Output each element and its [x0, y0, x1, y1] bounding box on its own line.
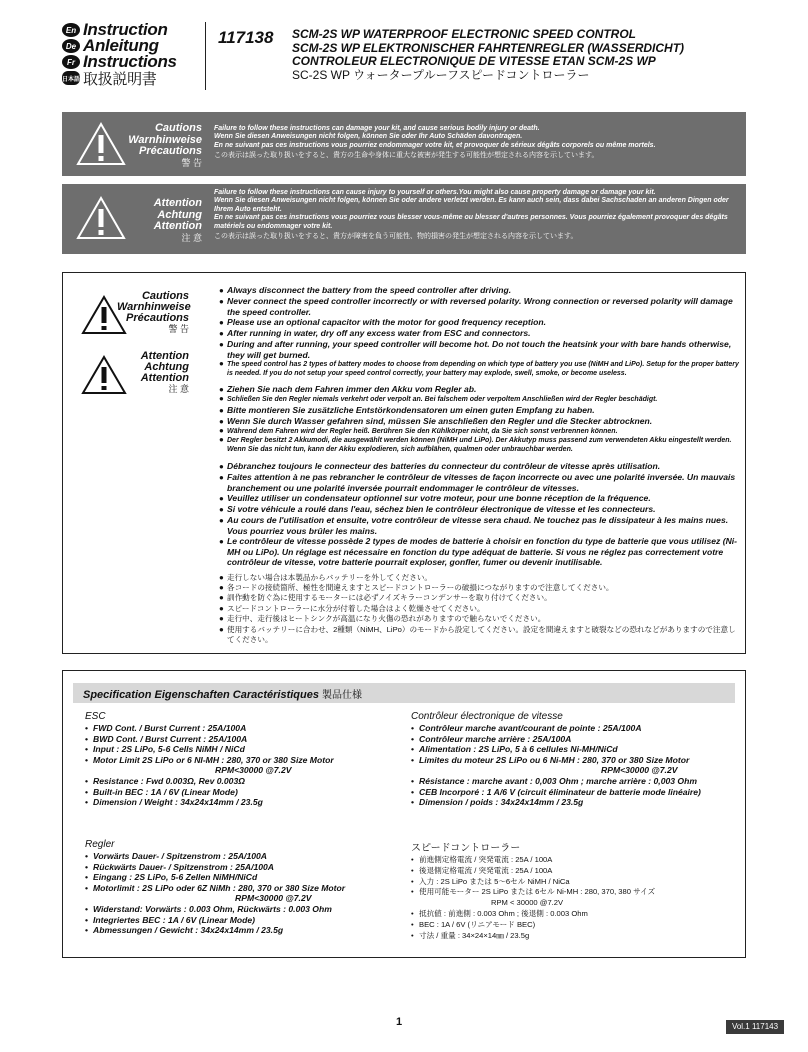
- cau-label-de: Warnhinweise: [117, 301, 191, 313]
- attention-line-de: Wenn Sie diesen Anweisungen nicht folgen, können Sie oder andere verletzt werden. Es kann auch sein, dass dabei Sachschaden an anderen Dingen oder Ihrem Auto entsteht.: [214, 197, 729, 213]
- bullets-fr: [219, 461, 739, 567]
- warning-bar-cautions: [62, 112, 746, 176]
- bullet-jp: ● 各コードの接続箇所、極性を間違えますとスピードコントローラーの破損につながりますので注意してください。: [219, 583, 739, 593]
- attention-block: [81, 351, 201, 411]
- spec-line: • CEB Incorporé : 1 A/6 V (circuit éliminateur de batterie mode linéaire): [411, 787, 737, 798]
- title-de: SCM-2S WP ELEKTRONISCHER FAHRTENREGLER (WASSERDICHT): [292, 40, 685, 55]
- bullet-jp: ● 使用するバッテリーに合わせ、2種類（NiMH、LiPo）のモードから設定してください。設定を間違えますと破裂などの恐れなどがありますので注意してください。: [219, 625, 739, 646]
- bullet-en-battery-mode: ● The speed control has 2 types of battery modes to choose from depending on which type of battery you use (NiMH and LiPo). Setup for the proper battery is needed. If you do not setup your speed control correctly, your battery may explode, swell, smoke, or become useless.: [219, 360, 739, 378]
- cau-label-fr: Précautions: [126, 312, 189, 324]
- bullet-de: ● Bitte montieren Sie zusätzliche Entstörkondensatoren um einen guten Empfang zu haben.: [219, 405, 739, 416]
- spec-de-title: Regler: [85, 839, 115, 850]
- att-label-fr: Attention: [140, 372, 189, 384]
- spec-line-cont: RPM<30000 @7.2V: [235, 893, 312, 904]
- spec-jp-title: スピードコントローラー: [411, 843, 521, 854]
- attention-text: [214, 189, 739, 241]
- label-precautions: Précautions: [139, 145, 202, 157]
- bullet-de: ● Ziehen Sie nach dem Fahren immer den Akku vom Regler ab.: [219, 384, 739, 395]
- spec-line-cont: RPM < 30000 @7.2V: [491, 898, 564, 908]
- warning-line-de: Wenn Sie diesen Anweisungen nicht folgen, können Sie oder Ihr Auto Schäden davontragen.: [214, 133, 523, 141]
- spec-line: • 後退側定格電流 / 突発電流 : 25A / 100A: [411, 866, 731, 877]
- attention-box-labels: [117, 351, 189, 395]
- bullet-de-battery-mode: ● Der Regler besitzt 2 Akkumodi, die ausgewählt werden können (NiMH und LiPo). Der Akkutyp muss passend zum verwendeten Akku eingestellt werden. Wenn Sie das nicht tun, kann der Akku explodieren, sich aufblähen, qualmen oder unbrauchbar werden.: [219, 436, 739, 454]
- bullet-de: ● Während dem Fahren wird der Regler heiß. Berühren Sie den Kühlkörper nicht, da Sie sich sonst verbrennen können.: [219, 427, 739, 437]
- bullets-de: [219, 384, 739, 454]
- specification-box: [62, 670, 746, 958]
- warning-bar-attention: [62, 184, 746, 254]
- title-en: SCM-2S WP WATERPROOF ELECTRONIC SPEED CONTROL: [292, 27, 637, 41]
- spec-line: • Rückwärts Dauer- / Spitzenstrom : 25A/100A: [85, 862, 405, 873]
- warning-labels: [62, 123, 202, 169]
- caution-icons: [81, 291, 201, 411]
- attention-line-jp: この表示は誤った取り扱いをすると、貴方が障害を負う可能性、物的損害の発生が想定される内容を示しています。: [214, 233, 578, 241]
- spec-line-cont: RPM<30000 @7.2V: [601, 765, 678, 776]
- spec-line: • BEC : 1A / 6V (リニアモード BEC): [411, 920, 731, 931]
- bullet-fr: ● Débranchez toujours le connecteur des batteries du connecteur du contrôleur de vitesse après utilisation.: [219, 461, 739, 472]
- header-divider: [205, 22, 206, 90]
- spec-esc-title: ESC: [85, 711, 106, 722]
- att-label-jp: 注 意: [168, 384, 189, 394]
- spec-line: • Motor Limit 2S LiPo or 6 NI-MH : 280, 370 or 380 Size Motor: [85, 755, 405, 766]
- spec-jp: [411, 839, 731, 941]
- title-fr: CONTROLEUR ELECTRONIQUE DE VITESSE ETAN SCM-2S WP: [292, 54, 656, 68]
- spec-heading-text: Specification Eigenschaften Caractéristiques: [83, 689, 319, 701]
- lang-badge-jp: 日本語: [62, 71, 80, 85]
- spec-line: • FWD Cont. / Burst Current : 25A/100A: [85, 723, 405, 734]
- spec-line: • 寸法 / 重量 : 34×24×14㎜ / 23.5g: [411, 931, 731, 942]
- spec-line: • 使用可能モーター 2S LiPo または 6セル Ni-MH : 280, 370, 380 サイズ: [411, 887, 731, 898]
- spec-line: • Vorwärts Dauer- / Spitzenstrom : 25A/100A: [85, 851, 405, 862]
- spec-line: • Input : 2S LiPo, 5-6 Cells NiMH / NiCd: [85, 744, 405, 755]
- lang-row-jp: [62, 70, 177, 86]
- bullet-jp: ● 訓作動を防ぐ為に使用するモーターには必ずノイズキラーコンデンサーを取り付けてください。: [219, 593, 739, 603]
- label-chui: 注 意: [181, 232, 202, 243]
- spec-line: • Dimension / poids : 34x24x14mm / 23.5g: [411, 797, 737, 808]
- cau-label-jp: 警 告: [168, 324, 189, 334]
- spec-line: • 前進側定格電流 / 突発電流 : 25A / 100A: [411, 855, 731, 866]
- caution-labels: [117, 291, 189, 335]
- model-number: 117138: [218, 28, 274, 47]
- spec-fr-title: Contrôleur électronique de vitesse: [411, 711, 563, 722]
- att-label-de: Achtung: [144, 361, 189, 373]
- language-titles: [62, 22, 177, 86]
- spec-line: • Motorlimit : 2S LiPo oder 6Z NiMh : 280, 370 or 380 Size Motor: [85, 883, 405, 894]
- bullet-fr: ● Si votre véhicule a roulé dans l'eau, séchez bien le contrôleur électronique de vitesse et les connecteurs.: [219, 504, 739, 515]
- lang-badge-de: De: [62, 39, 80, 53]
- label-keikoku: 警 告: [181, 157, 202, 168]
- spec-line: • Eingang : 2S LiPo, 5-6 Zellen NiMH/NiCd: [85, 872, 405, 883]
- spec-line: • 入力 : 2S LiPo または 5～6セル NiMH / NiCa: [411, 877, 731, 888]
- label-warnhinweise: Warnhinweise: [128, 133, 202, 146]
- bullet-jp: ● 走行しない場合は本製品からバッテリーを外してください。: [219, 573, 739, 583]
- attention-line-fr: En ne suivant pas ces instructions vous pourriez vous blesser vous-même ou blesser d'autres personnes. Vous pourriez également provoquer des dégâts matériels ou endommager votre kit.: [214, 214, 728, 230]
- bullets-en: [219, 285, 739, 378]
- bullet-jp: ● 走行中、走行後はヒートシンクが高温になり火傷の恐れがありますので触らないでください。: [219, 614, 739, 624]
- cau-label-en: Cautions: [141, 290, 189, 302]
- warning-line-en: Failure to follow these instructions can damage your kit, and cause serious bodily injury or death.: [214, 125, 540, 132]
- lang-title-de: Anleitung: [83, 36, 159, 55]
- spec-de: [85, 839, 405, 936]
- spec-line: • BWD Cont. / Burst Current : 25A/100A: [85, 734, 405, 745]
- spec-line: • Abmessungen / Gewicht : 34x24x14mm / 23.5g: [85, 925, 405, 936]
- bullet-de: ● Wenn Sie durch Wasser gefahren sind, müssen Sie anschließen den Regler und die Stecker abtrocknen.: [219, 416, 739, 427]
- bullet-fr: ● Faites attention à ne pas rebrancher le contrôleur de vitesses de façon incorrecte ou avec une polarité inversée. Un mauvais branchement ou une polarité inversée pourrait endommager le contrôleur de vitesses.: [219, 472, 739, 493]
- spec-line: • Built-in BEC : 1A / 6V (Linear Mode): [85, 787, 405, 798]
- label-cautions: Cautions: [154, 122, 202, 134]
- caution-block: [81, 291, 201, 351]
- spec-line: • Widerstand: Vorwärts : 0.003 Ohm, Rückwärts : 0.003 Ohm: [85, 904, 405, 915]
- warning-text: [214, 125, 739, 161]
- lang-title-en: Instruction: [83, 20, 168, 39]
- bullet-jp: ● スピードコントローラーに水分が付着した場合はよく乾燥させてください。: [219, 604, 739, 614]
- page-number: 1: [396, 1016, 403, 1028]
- product-titles: [292, 28, 684, 82]
- bullet-en: ● During and after running, your speed controller will become hot. Do not touch the heatsink your with bare hands otherwise, they will get burned.: [219, 339, 739, 360]
- spec-line: • 抵抗値 : 前進側 : 0.003 Ohm ; 後退側 : 0.003 Ohm: [411, 909, 731, 920]
- spec-fr: [411, 711, 737, 808]
- spec-line: • Contrôleur marche arrière : 25A/100A: [411, 734, 737, 745]
- spec-line: • Alimentation : 2S LiPo, 5 à 6 cellules Ni-MH/NiCd: [411, 744, 737, 755]
- lang-title-jp: 取扱説明書: [83, 70, 157, 88]
- lang-badge-fr: Fr: [62, 55, 80, 69]
- version-badge: Vol.1 117143: [726, 1020, 784, 1034]
- attention-line-en: Failure to follow these instructions can cause injury to yourself or others.You might also cause property damage or damage your kit.: [214, 189, 656, 196]
- bullet-fr: ● Au cours de l'utilisation et ensuite, votre contrôleur de vitesse sera chaud. Ne touchez pas le dissipateur à les mains nues. Vous pourriez vous brûler les mains.: [219, 515, 739, 536]
- spec-heading-jp: 製品仕様: [322, 690, 363, 701]
- label-attention-fr: Attention: [153, 220, 202, 232]
- warning-line-fr: En ne suivant pas ces instructions vous pourriez endommager votre kit, et provoquer de sérieux dégâts corporels ou même mortels.: [214, 141, 656, 149]
- label-achtung: Achtung: [157, 208, 202, 221]
- lang-badge-en: En: [62, 23, 80, 37]
- bullets-jp: [219, 573, 739, 646]
- bullet-en: ● Please use an optional capacitor with the motor for good frequency reception.: [219, 317, 739, 328]
- spec-line: • Contrôleur marche avant/courant de pointe : 25A/100A: [411, 723, 737, 734]
- spec-line-cont: RPM<30000 @7.2V: [215, 765, 292, 776]
- title-jp: SC-2S WP ウォータープルーフスピードコントローラー: [292, 67, 590, 82]
- bullet-en: ● After running in water, dry off any excess water from ESC and connectors.: [219, 328, 739, 339]
- bullet-fr: ● Veuillez utiliser un condensateur optionnel sur votre moteur, pour une bonne réception de la fréquence.: [219, 493, 739, 504]
- warning-line-jp: この表示は誤った取り扱いをすると、貴方の生命や身体に重大な被害が発生する可能性が想定される内容を示しています。: [214, 152, 599, 160]
- spec-line: • Limites du moteur 2S LiPo ou 6 Ni-MH : 280, 370 or 380 Size Motor: [411, 755, 737, 766]
- bullet-en: ● Never connect the speed controller incorrectly or with reversed polarity. Wrong connection or reversed polarity will damage the speed controller.: [219, 296, 739, 317]
- cautions-box: [62, 272, 746, 654]
- lang-title-fr: Instructions: [83, 52, 177, 71]
- spec-line: • Integriertes BEC : 1A / 6V (Linear Mode): [85, 915, 405, 926]
- spec-esc: [85, 711, 405, 808]
- spec-heading: [73, 683, 735, 703]
- caution-bullets: [219, 285, 739, 651]
- spec-line: • Résistance : marche avant : 0,003 Ohm ; marche arrière : 0,003 Ohm: [411, 776, 737, 787]
- bullet-de: ● Schließen Sie den Regler niemals verkehrt oder verpolt an. Bei falschem oder verpoltem Anschließen wird der Regler beschädigt.: [219, 395, 739, 405]
- spec-line: • Dimension / Weight : 34x24x14mm / 23.5g: [85, 797, 405, 808]
- label-attention-en: Attention: [153, 197, 202, 209]
- att-label-en: Attention: [140, 350, 189, 362]
- attention-labels: [62, 198, 202, 244]
- header: [0, 0, 808, 100]
- spec-line: • Resistance : Fwd 0.003Ω, Rev 0.003Ω: [85, 776, 405, 787]
- bullet-fr: ● Le contrôleur de vitesse possède 2 types de modes de batterie à choisir en fonction du type de batterie que vous utilisez (Ni-MH ou LiPo). Un réglage est nécessaire en fonction du type adéquat de batterie. Si vous ne réglez pas correctement votre contrôleur de vitesse, votre batterie pourrait exploser, gonfler, fumer ou devenir inutilisable.: [219, 536, 739, 567]
- bullet-en: ● Always disconnect the battery from the speed controller after driving.: [219, 285, 739, 296]
